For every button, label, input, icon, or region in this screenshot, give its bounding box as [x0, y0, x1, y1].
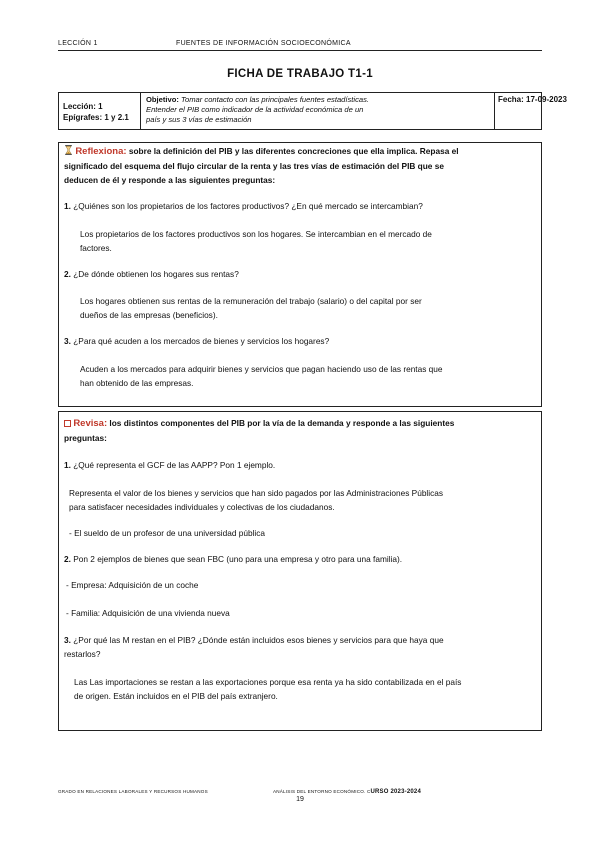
- reflexiona-intro-line2: significado del esquema del flujo circular de la renta y las tres vías de estimación del PIB que se: [64, 161, 444, 171]
- question-text: ¿Quiénes son los propietarios de los factores productivos? ¿En qué mercado se intercambian?: [70, 201, 423, 211]
- meta-objective-line1: Tomar contacto con las principales fuentes estadísticas.: [181, 95, 370, 104]
- meta-objective-line3: país y sus 3 vías de estimación: [146, 115, 252, 124]
- answer-line: han obtenido de las empresas.: [80, 378, 194, 388]
- reflexiona-a1: [80, 227, 536, 255]
- header-lesson: LECCIÓN 1: [58, 40, 98, 47]
- question-number: 1.: [64, 460, 71, 470]
- checkbox-icon: [64, 420, 71, 427]
- revisa-intro: [64, 416, 536, 445]
- footer-degree: GRADO EN RELACIONES LABORALES Y RECURSOS HUMANOS: [58, 789, 208, 794]
- reflexiona-a2: [80, 294, 536, 322]
- reflexiona-q3: [64, 334, 329, 348]
- footer-course: [273, 789, 421, 795]
- reflexiona-a3: [80, 362, 536, 390]
- page-title: FICHA DE TRABAJO T1-1: [227, 68, 373, 80]
- reflexiona-label: Reflexiona:: [75, 146, 127, 157]
- answer-line: de origen. Están incluidos en el PIB del país extranjero.: [74, 691, 278, 701]
- answer-line: Acuden a los mercados para adquirir bienes y servicios que pagan haciendo uso de las rentas que: [80, 364, 443, 374]
- reflexiona-intro-line3: deducen de él y responde a las siguientes preguntas:: [64, 175, 276, 185]
- question-number: 3.: [64, 635, 71, 645]
- revisa-a3: [74, 675, 538, 703]
- header-divider: [58, 50, 542, 51]
- answer-line: Representa el valor de los bienes y servicios que han sido pagados por las Administraciones Públicas: [69, 488, 444, 498]
- revisa-label: Revisa:: [73, 418, 108, 429]
- revisa-q1: [64, 458, 275, 472]
- revisa-q3: [64, 633, 536, 661]
- footer-course-prefix: ANÁLISIS DEL ENTORNO ECONÓMICO. C: [273, 789, 371, 794]
- answer-line: Las Las importaciones se restan a las exportaciones porque esa renta ya ha sido contabilizada en el país: [74, 677, 462, 687]
- question-text: ¿Qué representa el GCF de las AAPP? Pon 1 ejemplo.: [70, 460, 276, 470]
- meta-table: [58, 92, 567, 130]
- meta-lesson-cell: [59, 93, 141, 129]
- reflexiona-intro-line1: sobre la definición del PIB y las diferentes concreciones que ella implica. Repasa el: [126, 146, 459, 156]
- meta-objective-line2: Entender el PIB como indicador de la actividad económica de un: [146, 105, 364, 114]
- meta-objective-cell: [141, 93, 495, 129]
- page-number: 19: [296, 796, 304, 803]
- question-text: ¿Para qué acuden a los mercados de bienes y servicios los hogares?: [70, 336, 330, 346]
- meta-objective-label: Objetivo:: [146, 95, 179, 104]
- question-number: 1.: [64, 201, 71, 211]
- question-text: ¿Por qué las M restan en el PIB? ¿Dónde están incluidos esos bienes y servicios para que haya que: [70, 635, 444, 645]
- hourglass-icon: [64, 145, 73, 155]
- answer-line: para satisfacer necesidades individuales y colectivas de los ciudadanos.: [69, 502, 335, 512]
- question-text: ¿De dónde obtienen los hogares sus rentas?: [70, 269, 239, 279]
- header-section: FUENTES DE INFORMACIÓN SOCIOECONÓMICA: [176, 40, 351, 47]
- question-text: restarlos?: [64, 649, 101, 659]
- question-number: 2.: [64, 269, 71, 279]
- answer-line: factores.: [80, 243, 112, 253]
- footer-course-year: URSO 2023-2024: [370, 789, 421, 795]
- meta-epigraphs: Epígrafes: 1 y 2.1: [63, 113, 129, 122]
- answer-line: Los propietarios de los factores productivos son los hogares. Se intercambian en el mercado de: [80, 229, 432, 239]
- revisa-intro-line2: preguntas:: [64, 433, 107, 443]
- meta-date: Fecha: 17-09-2023: [498, 95, 567, 104]
- revisa-intro-line1: los distintos componentes del PIB por la vía de la demanda y responde a las siguientes: [107, 418, 455, 428]
- revisa-q2: [64, 552, 402, 566]
- question-text: Pon 2 ejemplos de bienes que sean FBC (uno para una empresa y otro para una familia).: [70, 554, 403, 564]
- meta-lesson: Lección: 1: [63, 102, 103, 111]
- revisa-a1: [69, 486, 537, 514]
- question-number: 3.: [64, 336, 71, 346]
- reflexiona-q2: [64, 267, 239, 281]
- revisa-a2-familia: - Familia: Adquisición de una vivienda nueva: [66, 608, 230, 618]
- answer-line: Los hogares obtienen sus rentas de la remuneración del trabajo (salario) o del capital por ser: [80, 296, 422, 306]
- reflexiona-intro: [64, 144, 536, 187]
- question-number: 2.: [64, 554, 71, 564]
- revisa-a2-empresa: - Empresa: Adquisición de un coche: [66, 580, 199, 590]
- reflexiona-q1: [64, 199, 423, 213]
- revisa-a1-example: - El sueldo de un profesor de una universidad pública: [69, 528, 266, 538]
- answer-line: dueños de las empresas (beneficios).: [80, 310, 218, 320]
